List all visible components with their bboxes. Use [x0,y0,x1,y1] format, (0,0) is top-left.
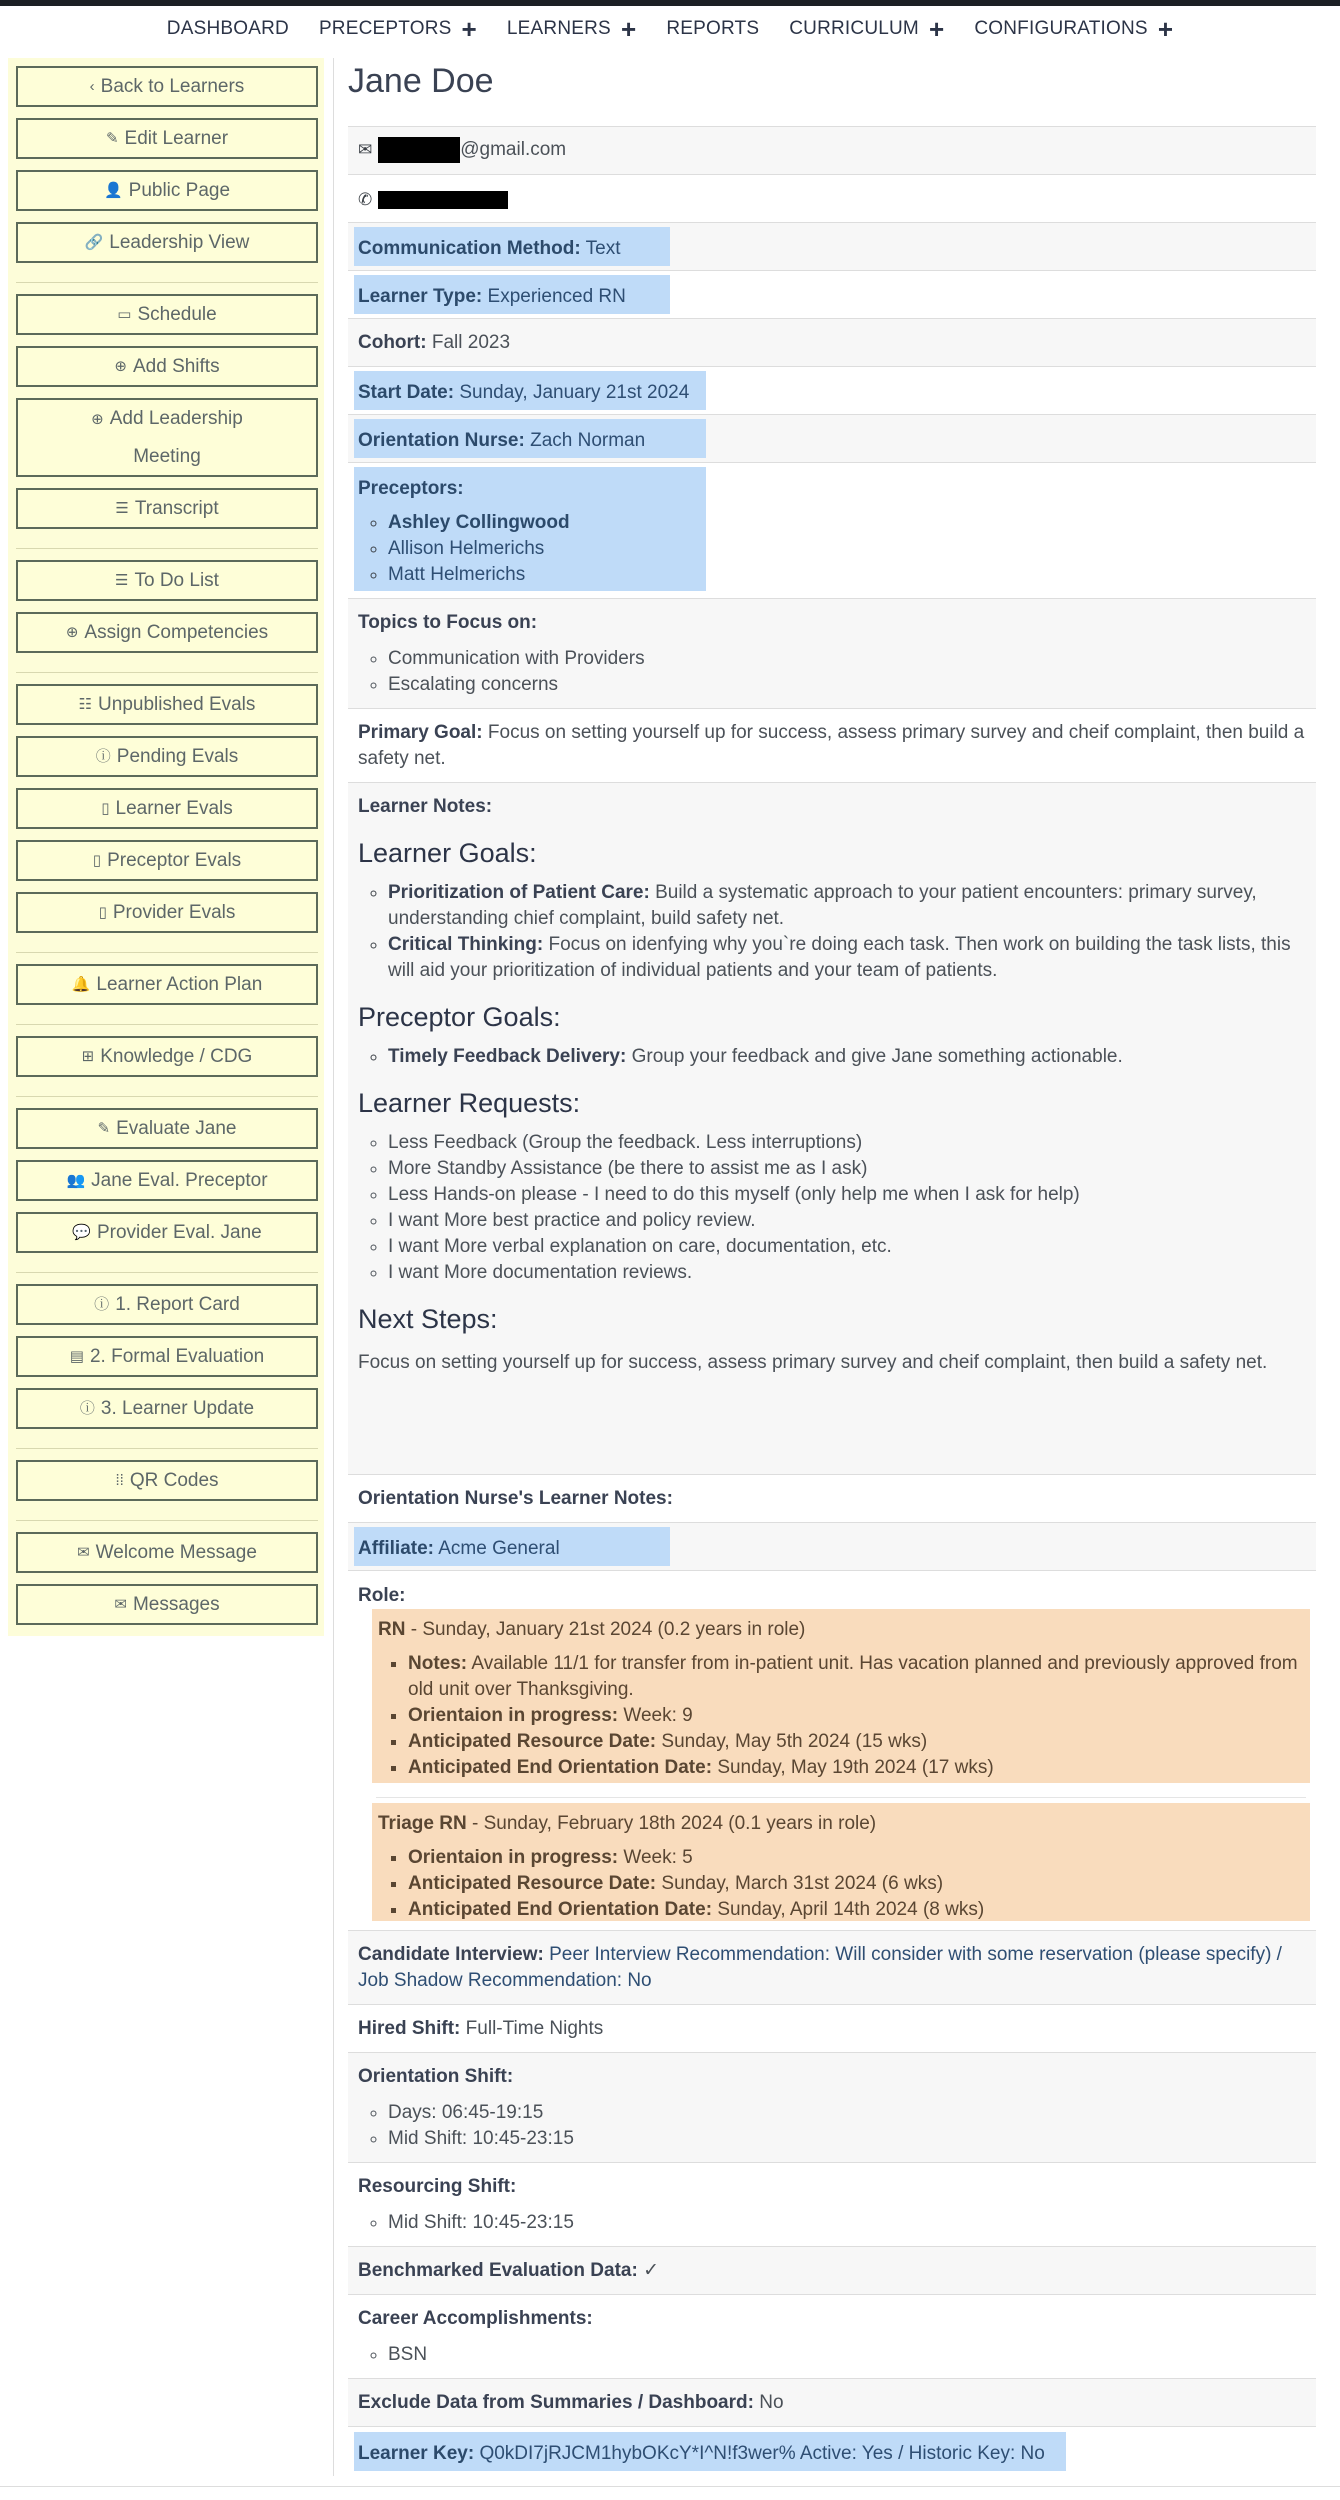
provider-evals-button[interactable]: ▯ Provider Evals [16,892,318,933]
phone-row [348,174,1316,222]
public-page-button[interactable]: 👤 Public Page [16,170,318,211]
list-item: ◦ More Standby Assistance (be there to assist me as I ask) [388,1156,1306,1182]
email-row [348,126,1316,174]
transcript-button[interactable]: ☰ Transcript [16,488,318,529]
clipboard-icon: ▯ [98,904,107,921]
clipboard-icon: ▯ [92,852,102,869]
unpublished-evals-button[interactable]: ☷ Unpublished Evals [16,684,318,725]
list-item: ◦ Mid Shift: 10:45-23:15 [388,2126,1306,2152]
role-card-rn: RN - Sunday, January 21st 2024 (0.2 years in role) ▪ Notes: Available 11/1 for transfer from in-patient unit. Has vacation planned and previously approved from old unit over Thanksgiving. ▪ Orientaion in progress: Week: 9 ▪ Anticipated Resource Date: Sunday, May 5th 2024 (15 wks) ▪ Anticipated End Orientation Date: Sunday, May 19th 2024 (17 wks) [372,1609,1310,1783]
messages-button[interactable]: ✉ Messages [16,1584,318,1625]
list-item: ◦ I want More verbal explanation on care, documentation, etc. [388,1234,1306,1260]
role-divider [376,1797,1306,1798]
list-item[interactable]: ◦ Matt Helmerichs [388,562,702,588]
plus-circle-icon: ⊕ [114,358,127,375]
learner-requests-list [358,1130,1306,1286]
list-item[interactable]: ◦ Allison Helmerichs [388,536,702,562]
assign-competencies-button[interactable]: ⊕ Assign Competencies [16,612,318,653]
sidebar-divider [16,1024,318,1025]
preceptor-list [358,510,702,588]
email-link[interactable]: @gmail.com [460,139,567,161]
sliders-icon: ☷ [78,696,93,713]
back-to-learners-button[interactable]: ‹ Back to Learners [16,66,318,107]
qr-codes-button[interactable]: ⁞⁞ QR Codes [16,1460,318,1501]
learner-goals-list [358,880,1306,984]
grid-icon: ⊞ [81,1048,95,1065]
learner-update-button[interactable]: ⓘ 3. Learner Update [16,1388,318,1429]
knowledge-cdg-button[interactable]: ⊞ Knowledge / CDG [16,1036,318,1077]
sidebar-divider [16,672,318,673]
plus-icon[interactable]: + [928,14,945,44]
list-item: ◦ Mid Shift: 10:45-23:15 [388,2210,1306,2236]
learner-type-row: Learner Type: Experienced RN [348,270,1316,318]
learner-requests-heading: Learner Requests: [358,1088,581,1118]
list-item: ▪ Orientaion in progress: Week: 9 [408,1703,1304,1729]
pending-evals-button[interactable]: ⓘ Pending Evals [16,736,318,777]
preceptor-goals-list [358,1044,1306,1070]
plus-icon[interactable]: + [620,14,637,44]
clipboard-icon: ▯ [101,800,110,817]
list-item: ▪ Anticipated Resource Date: Sunday, March 31st 2024 (6 wks) [408,1871,1304,1897]
orientation-nurse-row: Orientation Nurse: Zach Norman [348,414,1316,462]
question-circle-icon: ⓘ [79,1400,95,1417]
sidebar-divider [16,1520,318,1521]
list-item[interactable]: ◦ Ashley Collingwood [388,510,702,536]
start-date-row: Start Date: Sunday, January 21st 2024 [348,366,1316,414]
nav-learners[interactable]: LEARNERS + [506,14,637,44]
communication-row: Communication Method: Text [348,222,1316,270]
sidebar-divider [16,548,318,549]
list-item: ◦ I want More best practice and policy review. [388,1208,1306,1234]
list-item: ▪ Anticipated End Orientation Date: Sunday, May 19th 2024 (17 wks) [408,1755,1304,1781]
list-item: ▪ Orientaion in progress: Week: 5 [408,1845,1304,1871]
topics-row: Topics to Focus on: ◦ Communication with Providers ◦ Escalating concerns [348,598,1316,708]
topics-list [358,646,1306,698]
learner-action-plan-button[interactable]: 🔔 Learner Action Plan [16,964,318,1005]
nav-preceptors[interactable]: PRECEPTORS + [318,14,477,44]
add-leadership-meeting-button[interactable]: ⊕ Add Leadership Meeting [16,398,318,477]
link-icon: 🔗 [84,234,104,251]
sidebar-divider [16,952,318,953]
resourcing-shift-row: Resourcing Shift: ◦ Mid Shift: 10:45-23:15 [348,2162,1316,2246]
learner-key-row: Learner Key: Q0kDI7jRJCM1hybOKcY*I^N!f3wer% Active: Yes / Historic Key: No [348,2426,1316,2476]
envelope-icon: ✉ [358,140,373,160]
list-item: ◦ I want More documentation reviews. [388,1260,1306,1286]
people-icon: 👥 [66,1172,86,1189]
preceptor-evals-button[interactable]: ▯ Preceptor Evals [16,840,318,881]
chevron-left-icon: ‹ [89,78,95,95]
orientation-nurse-notes-row: Orientation Nurse's Learner Notes: [348,1474,1316,1522]
envelope-icon: ✉ [77,1544,90,1561]
list-item: ▪ Anticipated End Orientation Date: Sunday, April 14th 2024 (8 wks) [408,1897,1304,1923]
content-divider [333,58,334,2476]
edit-square-icon: ✎ [97,1120,111,1137]
list-item: ◦ Less Feedback (Group the feedback. Less interruptions) [388,1130,1306,1156]
candidate-interview-row: Candidate Interview: Peer Interview Recommendation: Will consider with some reservation (please specify) / Job Shadow Recommendation: No [348,1930,1316,2004]
plus-icon[interactable]: + [461,14,477,44]
envelope-icon: ✉ [114,1596,127,1613]
sidebar-divider [16,282,318,283]
list-icon: ☰ [115,572,129,589]
report-card-button[interactable]: ⓘ 1. Report Card [16,1284,318,1325]
evaluate-jane-button[interactable]: ✎ Evaluate Jane [16,1108,318,1149]
page-title: Jane Doe [348,62,494,100]
list-item: ◦ Days: 06:45-19:15 [388,2100,1306,2126]
list-item: ▪ Anticipated Resource Date: Sunday, May 5th 2024 (15 wks) [408,1729,1304,1755]
leadership-view-button[interactable]: 🔗 Leadership View [16,222,318,263]
role-row: Role: RN - Sunday, January 21st 2024 (0.2 years in role) ▪ Notes: Available 11/1 for transfer from in-patient unit. Has vacation planned and previously approved from old unit over Thanksgiving. ▪ Orientaion in progress: Week: 9 ▪ Anticipated Resource Date: Sunday, May 5th 2024 (15 wks) ▪ Anticipated End Orientation Date: Sunday, May 19th 2024 (17 wks) Triage RN - Sunday, February 18th 2024 (0.1 years in role) ▪ Orientaion in progress: Week: 5 ▪ Anticipated Resource Date: Sunday, March 31st 2024 (6 wks) ▪ Anticipated End Orientation Date: Sunday, April 14th 2024 (8 wks) [348,1570,1316,1930]
nav-configurations[interactable]: CONFIGURATIONS + [974,14,1174,44]
checkmark-icon: ✓ [643,2260,660,2281]
to-do-list-button[interactable]: ☰ To Do List [16,560,318,601]
sidebar-divider [16,1096,318,1097]
phone-icon: ✆ [358,190,373,209]
chat-icon: 💬 [72,1224,91,1241]
exclude-data-row: Exclude Data from Summaries / Dashboard: No [348,2378,1316,2426]
list-item: ◦ Less Hands-on please - I need to do this myself (only help me when I ask for help) [388,1182,1306,1208]
welcome-message-button[interactable]: ✉ Welcome Message [16,1532,318,1573]
formal-evaluation-button[interactable]: ▤ 2. Formal Evaluation [16,1336,318,1377]
next-steps-heading: Next Steps: [358,1304,498,1334]
edit-learner-button[interactable]: ✎ Edit Learner [16,118,318,159]
nav-reports[interactable]: REPORTS [666,18,760,39]
footer-divider [0,2486,1340,2487]
primary-goal-row: Primary Goal: Focus on setting yourself up for success, assess primary survey and cheif complaint, then build a safety net. [348,708,1316,782]
calendar-icon: ▭ [117,306,132,323]
learner-evals-button[interactable]: ▯ Learner Evals [16,788,318,829]
redacted-phone [378,191,508,209]
career-row: Career Accomplishments: ◦ BSN [348,2294,1316,2378]
bell-icon: 🔔 [71,976,91,993]
document-icon: ▤ [69,1348,84,1365]
plus-circle-icon: ⊕ [91,411,104,428]
hired-shift-row: Hired Shift: Full-Time Nights [348,2004,1316,2052]
orientation-shift-row: Orientation Shift: ◦ Days: 06:45-19:15 ◦ Mid Shift: 10:45-23:15 [348,2052,1316,2162]
jane-eval-preceptor-button[interactable]: 👥 Jane Eval. Preceptor [16,1160,318,1201]
affiliate-row: Affiliate: Acme General [348,1522,1316,1570]
list-item: ◦ Prioritization of Patient Care: Build a systematic approach to your patient encounters: primary survey, understanding chief complaint, build safety net. [388,880,1306,932]
redacted-email [378,137,460,163]
next-steps-text: Focus on setting yourself up for success, assess primary survey and cheif complaint, then build a safety net. [358,1352,1268,1373]
exclamation-circle-icon: ⓘ [95,748,111,765]
list-item: ◦ Timely Feedback Delivery: Group your feedback and give Jane something actionable. [388,1044,1306,1070]
schedule-button[interactable]: ▭ Schedule [16,294,318,335]
nav-curriculum[interactable]: CURRICULUM + [789,14,945,44]
list-item: ▪ Notes: Available 11/1 for transfer from in-patient unit. Has vacation planned and previously approved from old unit over Thanksgiving. [408,1651,1304,1703]
list-item: ◦ Communication with Providers [388,646,1306,672]
sidebar-divider [16,1448,318,1449]
learner-notes-row: Learner Notes: Learner Goals: ◦ Prioritization of Patient Care: Build a systematic approach to your patient encounters: primary survey, understanding chief complaint, build safety net. ◦ Critical Thinking: Focus on idenfying why you`re doing each task. Then work on building the task lists, this will aid your prioritization of individual patients and your team of patients. Preceptor Goals: ◦ Timely Feedback Delivery: Group your feedback and give Jane something actionable. Learner Requests: ◦ Less Feedback (Group the feedback. Less interruptions) ◦ More Standby Assistance (be there to assist me as I ask) ◦ Less Hands-on please - I need to do this myself (only help me when I ask for help) ◦ I want More best practice and policy review. ◦ I want More verbal explanation on care, documentation, etc. ◦ I want More documentation reviews. Next Steps: Focus on setting yourself up for success, assess primary survey and cheif complaint, then build a safety net. [348,782,1316,1474]
list-item: ◦ Escalating concerns [388,672,1306,698]
dots-grid-icon: ⁞⁞ [115,1472,124,1489]
cohort-row: Cohort: Fall 2023 [348,318,1316,366]
sidebar [8,58,324,1636]
preceptors-row: Preceptors: ◦ Ashley Collingwood ◦ Allison Helmerichs ◦ Matt Helmerichs [348,462,1316,598]
top-navigation [0,6,1340,52]
nav-dashboard[interactable]: DASHBOARD [166,18,289,39]
list-item: ◦ Critical Thinking: Focus on idenfying why you`re doing each task. Then work on building the task lists, this will aid your prioritization of individual patients and your team of patients. [388,932,1306,984]
person-icon: 👤 [103,182,123,199]
list-item: ◦ BSN [388,2342,1306,2368]
list-icon: ☰ [115,500,129,517]
role-card-triage: Triage RN - Sunday, February 18th 2024 (0.1 years in role) ▪ Orientaion in progress: Week: 5 ▪ Anticipated Resource Date: Sunday, March 31st 2024 (6 wks) ▪ Anticipated End Orientation Date: Sunday, April 14th 2024 (8 wks) [372,1803,1310,1921]
pencil-icon: ✎ [105,130,119,147]
info-circle-icon: ⓘ [94,1296,110,1313]
preceptor-goals-heading: Preceptor Goals: [358,1002,561,1032]
plus-icon[interactable]: + [1157,14,1174,44]
add-shifts-button[interactable]: ⊕ Add Shifts [16,346,318,387]
sidebar-divider [16,1272,318,1273]
provider-eval-jane-button[interactable]: 💬 Provider Eval. Jane [16,1212,318,1253]
plus-circle-icon: ⊕ [65,624,79,641]
learner-goals-heading: Learner Goals: [358,838,537,868]
benchmarked-row: Benchmarked Evaluation Data: ✓ [348,2246,1316,2294]
